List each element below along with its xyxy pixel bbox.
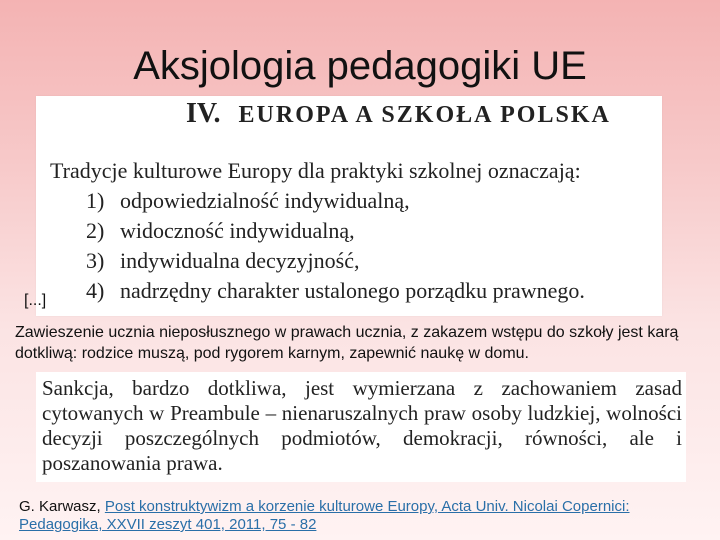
section-heading-text: EUROPA A SZKOŁA POLSKA (238, 102, 611, 128)
omission-marker: [...] (24, 292, 47, 309)
traditions-list (86, 186, 585, 306)
list-item (86, 216, 585, 246)
slide-title: Aksjologia pedagogiki UE (133, 44, 587, 88)
citation-author: G. Karwasz, (19, 498, 105, 515)
excerpt-intro: Tradycje kulturowe Europy dla praktyki szkolnej oznaczają: (50, 158, 581, 183)
list-item-text: odpowiedzialność indywidualną, (120, 188, 410, 213)
citation-link[interactable]: Post konstruktywizm a korzenie kulturowe Europy, Acta Univ. Nicolai Copernici: Pedagogika, XXVII zeszyt 401, 2011, 75 - 82 (19, 498, 630, 533)
section-heading (186, 98, 611, 130)
list-item-number: 1) (86, 188, 105, 213)
list-item-number: 2) (86, 218, 105, 243)
summary-paragraph: Zawieszenie ucznia nieposłusznego w prawach ucznia, z zakazem wstępu do szkoły jest karą dotkliwą: rodzice muszą, pod rygorem karnym, zapewnić naukę w domu. (15, 324, 679, 362)
list-item-number: 4) (86, 278, 105, 303)
citation (19, 498, 709, 534)
list-item-text: widoczność indywidualną, (120, 218, 355, 243)
scanned-excerpt-bottom (36, 372, 686, 482)
list-item-text: indywidualna decyzyjność, (120, 248, 360, 273)
section-number: IV. (186, 98, 221, 129)
excerpt-quote: Sankcja, bardzo dotkliwa, jest wymierzana z zachowaniem zasad cytowanych w Preambule – nienaruszalnych praw osoby ludzkiej, wolności decyzji poszczególnych podmiotów, demokracji, równości, ale i poszanowania prawa. (42, 376, 682, 475)
list-item (86, 276, 585, 306)
list-item-text: nadrzędny charakter ustalonego porządku prawnego. (120, 278, 585, 303)
list-item-number: 3) (86, 248, 105, 273)
list-item (86, 246, 585, 276)
list-item (86, 186, 585, 216)
scanned-excerpt-top (36, 96, 662, 316)
